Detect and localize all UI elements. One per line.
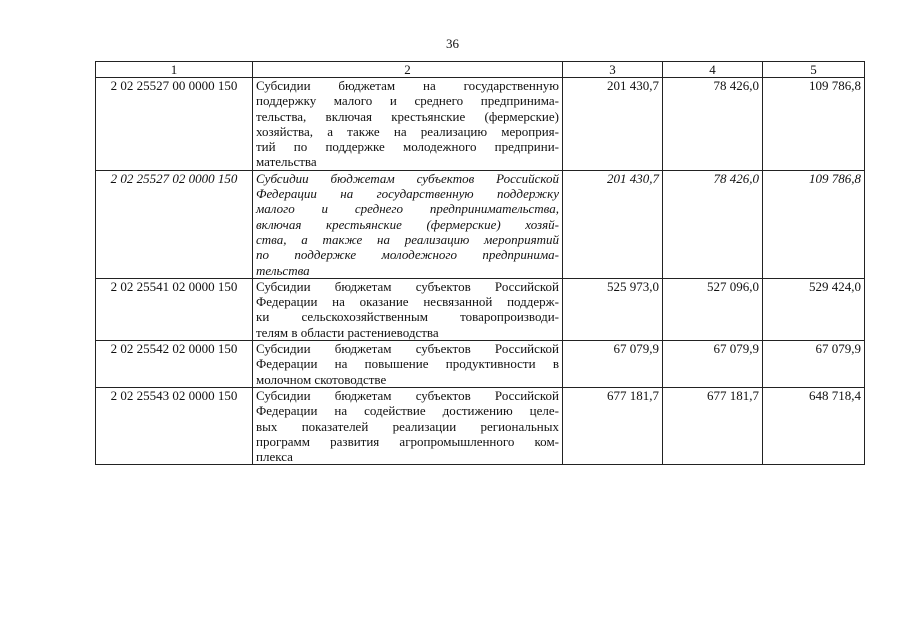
budget-code-cell: 2 02 25527 02 0000 150 (96, 170, 253, 278)
description-line: Федерации на содействие достижению целе- (256, 403, 559, 419)
amount-cell-col4: 78 426,0 (663, 78, 763, 171)
amount-cell-col5: 109 786,8 (763, 170, 865, 278)
header-col-5: 5 (763, 62, 865, 78)
description-line: Федерации на государственную поддержку (256, 186, 559, 202)
amount-cell-col3: 677 181,7 (563, 387, 663, 464)
description-cell (253, 278, 563, 340)
description-line: тий по поддержке молодежного предприни- (256, 139, 559, 155)
description-line: Федерации на повышение продуктивности в (256, 356, 559, 372)
description-line: молочном скотоводстве (256, 371, 387, 387)
page-number: 36 (446, 36, 459, 51)
table-row (96, 78, 865, 171)
description-line: плекса (256, 449, 293, 465)
table-header-row (96, 62, 865, 78)
amount-cell-col3: 201 430,7 (563, 170, 663, 278)
header-col-1: 1 (96, 62, 253, 78)
amount-cell-col5: 67 079,9 (763, 341, 865, 388)
description-line: хозяйства, а также на реализацию мероприя- (256, 123, 559, 139)
description-line: Субсидии бюджетам субъектов Российской (256, 170, 559, 186)
amount-cell-col4: 527 096,0 (663, 278, 763, 340)
table-row (96, 387, 865, 464)
description-line: поддержку малого и среднего предпринима- (256, 93, 559, 109)
amount-cell-col4: 677 181,7 (663, 387, 763, 464)
description-cell (253, 170, 563, 278)
amount-cell-col3: 201 430,7 (563, 78, 663, 171)
description-line: тельства, включая крестьянские (фермерские) (256, 108, 559, 124)
table-row (96, 341, 865, 388)
description-line: вых показателей реализации региональных (256, 418, 559, 434)
description-cell (253, 341, 563, 388)
description-line: малого и среднего предпринимательства, (256, 201, 559, 217)
description-line: Субсидии бюджетам на государственную (256, 78, 559, 93)
description-line: Субсидии бюджетам субъектов Российской (256, 341, 559, 357)
table-row (96, 170, 865, 278)
description-line: Федерации на оказание несвязанной поддерж- (256, 294, 559, 310)
description-line: по поддержке молодежного предпринима- (256, 247, 559, 263)
budget-code-cell: 2 02 25542 02 0000 150 (96, 341, 253, 388)
description-line: телям в области растениеводства (256, 324, 439, 340)
description-line: включая крестьянские (фермерские) хозяй- (256, 216, 559, 232)
description-line: ства, а также на реализацию мероприятий (256, 231, 559, 247)
amount-cell-col4: 67 079,9 (663, 341, 763, 388)
amount-cell-col5: 109 786,8 (763, 78, 865, 171)
table-body (96, 78, 865, 465)
amount-cell-col5: 648 718,4 (763, 387, 865, 464)
header-col-4: 4 (663, 62, 763, 78)
description-cell (253, 78, 563, 171)
budget-code-cell: 2 02 25541 02 0000 150 (96, 278, 253, 340)
budget-table (95, 61, 865, 465)
description-cell (253, 387, 563, 464)
description-line: тельства (256, 262, 310, 278)
budget-code-cell: 2 02 25543 02 0000 150 (96, 387, 253, 464)
amount-cell-col4: 78 426,0 (663, 170, 763, 278)
description-line: программ развития агропромышленного ком- (256, 433, 559, 449)
description-line: ки сельскохозяйственным товаропроизводи- (256, 309, 559, 325)
amount-cell-col3: 67 079,9 (563, 341, 663, 388)
description-line: мательства (256, 154, 317, 170)
amount-cell-col3: 525 973,0 (563, 278, 663, 340)
amount-cell-col5: 529 424,0 (763, 278, 865, 340)
header-col-2: 2 (253, 62, 563, 78)
table-row (96, 278, 865, 340)
description-line: Субсидии бюджетам субъектов Российской (256, 278, 559, 294)
description-line: Субсидии бюджетам субъектов Российской (256, 387, 559, 403)
header-col-3: 3 (563, 62, 663, 78)
budget-code-cell: 2 02 25527 00 0000 150 (96, 78, 253, 171)
